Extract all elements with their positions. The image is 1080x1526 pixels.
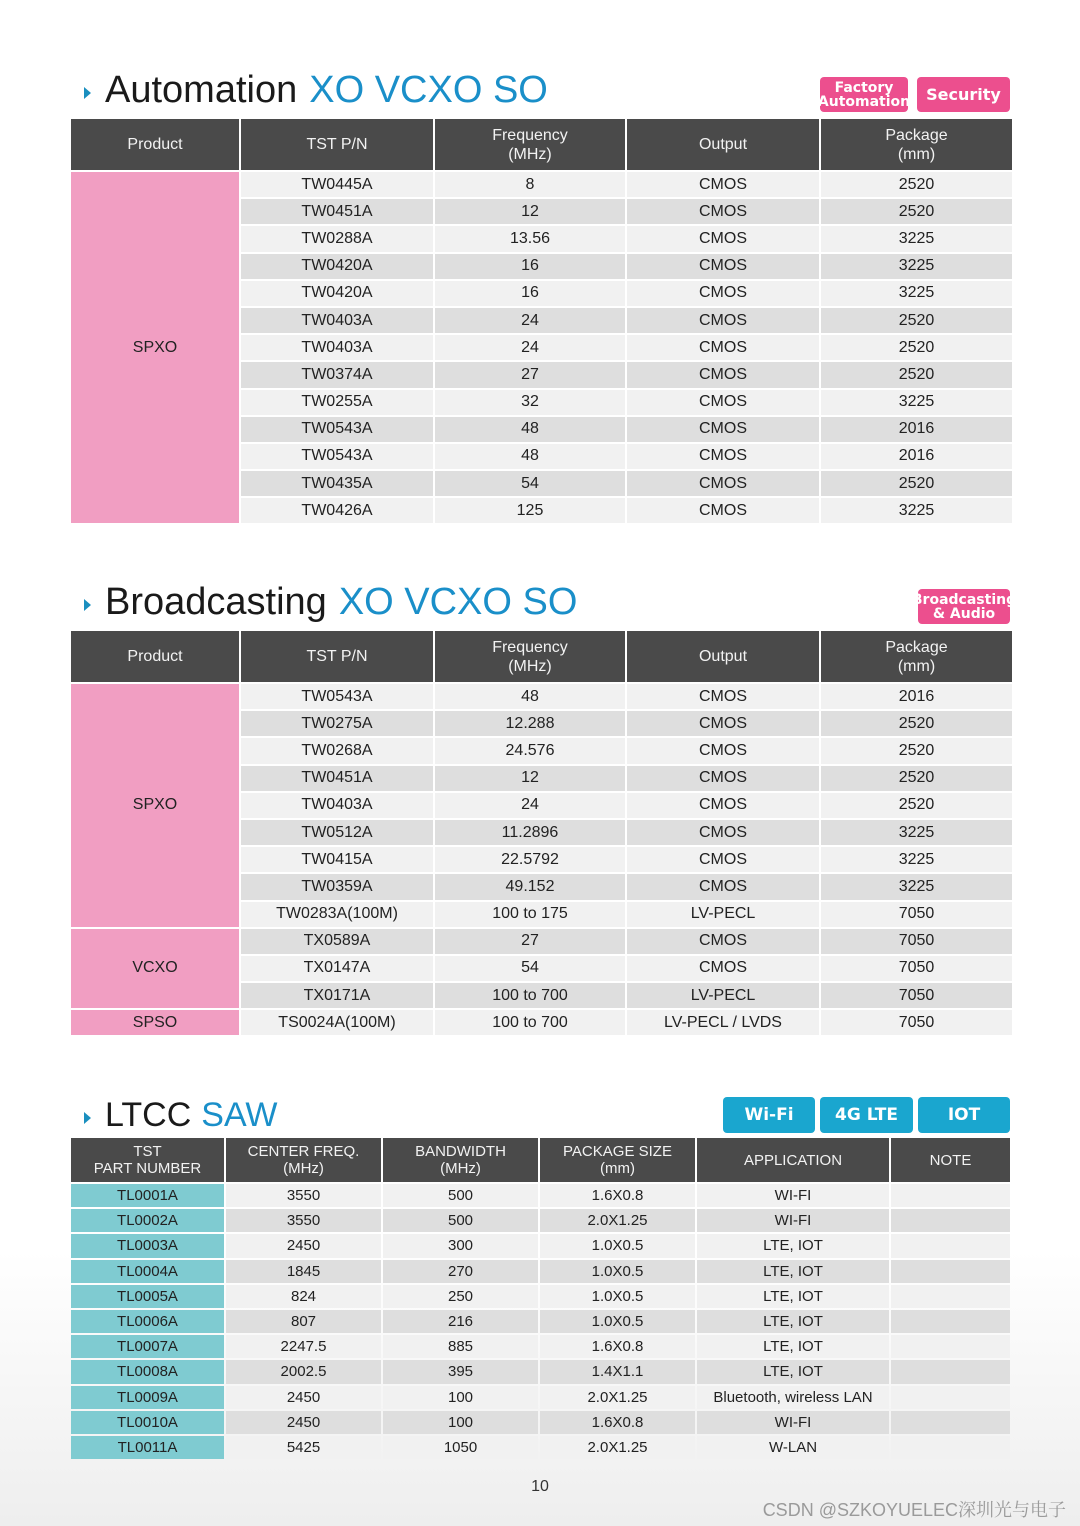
part-number: TW0512A — [241, 820, 433, 845]
part-number: TL0011A — [71, 1436, 224, 1459]
output: CMOS — [627, 335, 819, 360]
part-number: TL0009A — [71, 1386, 224, 1409]
table-row — [71, 1436, 1010, 1459]
frequency: 24 — [435, 335, 625, 360]
part-number: TW0403A — [241, 308, 433, 333]
package-size: 1.0X0.5 — [540, 1260, 695, 1283]
part-number: TW0451A — [241, 199, 433, 224]
header-note: NOTE — [891, 1138, 1010, 1182]
center-freq: 2450 — [226, 1411, 381, 1434]
header-package-size: PACKAGE SIZE (mm) — [540, 1138, 695, 1182]
center-freq: 2450 — [226, 1386, 381, 1409]
page-number: 10 — [531, 1478, 549, 1495]
frequency: 16 — [435, 254, 625, 279]
header-package: Package (mm) — [821, 119, 1012, 170]
frequency: 8 — [435, 172, 625, 197]
table-row — [71, 1285, 1010, 1308]
frequency: 125 — [435, 498, 625, 523]
application: WI-FI — [697, 1184, 889, 1207]
part-number: TW0543A — [241, 417, 433, 442]
note — [891, 1335, 1010, 1358]
ltcc-title-main: LTCC — [105, 1095, 192, 1134]
watermark: CSDN @SZKOYUELEC深圳光与电子 — [762, 1500, 1066, 1520]
part-number: TL0007A — [71, 1335, 224, 1358]
package-size: 1.0X0.5 — [540, 1234, 695, 1257]
output: LV-PECL / LVDS — [627, 1010, 819, 1035]
package: 2520 — [821, 335, 1012, 360]
application: Bluetooth, wireless LAN — [697, 1386, 889, 1409]
center-freq: 2247.5 — [226, 1335, 381, 1358]
automation-table — [69, 117, 1014, 525]
table-row — [71, 1209, 1010, 1232]
header-pn: TST P/N — [241, 119, 433, 170]
bullet-triangle-icon — [84, 599, 91, 611]
frequency: 11.2896 — [435, 820, 625, 845]
package: 2520 — [821, 308, 1012, 333]
output: CMOS — [627, 766, 819, 791]
header-bandwidth: BANDWIDTH (MHz) — [383, 1138, 538, 1182]
part-number: TW0451A — [241, 766, 433, 791]
package: 2520 — [821, 793, 1012, 818]
application: LTE, IOT — [697, 1234, 889, 1257]
frequency: 27 — [435, 929, 625, 954]
output: CMOS — [627, 498, 819, 523]
package: 2016 — [821, 444, 1012, 469]
part-number: TW0420A — [241, 281, 433, 306]
output: CMOS — [627, 820, 819, 845]
output: LV-PECL — [627, 983, 819, 1008]
broadcasting-title — [84, 578, 577, 626]
frequency: 12 — [435, 766, 625, 791]
bandwidth: 500 — [383, 1209, 538, 1232]
frequency: 48 — [435, 417, 625, 442]
header-frequency: Frequency (MHz) — [435, 631, 625, 682]
package: 2016 — [821, 684, 1012, 709]
part-number: TL0006A — [71, 1310, 224, 1333]
table-row — [71, 1335, 1010, 1358]
package: 3225 — [821, 874, 1012, 899]
frequency: 24.576 — [435, 738, 625, 763]
application: LTE, IOT — [697, 1310, 889, 1333]
part-number: TW0435A — [241, 471, 433, 496]
package-size: 2.0X1.25 — [540, 1436, 695, 1459]
output: CMOS — [627, 471, 819, 496]
package: 3225 — [821, 498, 1012, 523]
badge-wifi: Wi-Fi — [723, 1097, 815, 1133]
center-freq: 3550 — [226, 1184, 381, 1207]
header-center-freq: CENTER FREQ. (MHz) — [226, 1138, 381, 1182]
table-row — [71, 1386, 1010, 1409]
center-freq: 807 — [226, 1310, 381, 1333]
table-row — [71, 929, 1012, 954]
table-row — [71, 1010, 1012, 1035]
header-frequency: Frequency (MHz) — [435, 119, 625, 170]
package: 7050 — [821, 956, 1012, 981]
package: 3225 — [821, 254, 1012, 279]
table-row — [71, 1310, 1010, 1333]
badge-factory-automation: Factory Automation — [820, 77, 908, 112]
frequency: 12.288 — [435, 711, 625, 736]
package: 7050 — [821, 983, 1012, 1008]
header-application: APPLICATION — [697, 1138, 889, 1182]
header-product: Product — [71, 119, 239, 170]
output: CMOS — [627, 390, 819, 415]
output: LV-PECL — [627, 902, 819, 927]
output: CMOS — [627, 738, 819, 763]
header-pn: TST P/N — [241, 631, 433, 682]
part-number: TW0415A — [241, 847, 433, 872]
badge-security: Security — [917, 77, 1010, 112]
part-number: TW0420A — [241, 254, 433, 279]
part-number: TL0010A — [71, 1411, 224, 1434]
frequency: 48 — [435, 444, 625, 469]
note — [891, 1184, 1010, 1207]
part-number: TX0171A — [241, 983, 433, 1008]
automation-title-accent: XO VCXO SO — [309, 68, 548, 111]
table-row — [71, 1184, 1010, 1207]
frequency: 100 to 700 — [435, 983, 625, 1008]
part-number: TL0004A — [71, 1260, 224, 1283]
note — [891, 1386, 1010, 1409]
output: CMOS — [627, 362, 819, 387]
package: 2520 — [821, 199, 1012, 224]
frequency: 48 — [435, 684, 625, 709]
package: 2520 — [821, 711, 1012, 736]
part-number: TW0543A — [241, 684, 433, 709]
application: LTE, IOT — [697, 1260, 889, 1283]
output: CMOS — [627, 172, 819, 197]
bullet-triangle-icon — [84, 1112, 91, 1124]
part-number: TW0403A — [241, 793, 433, 818]
output: CMOS — [627, 417, 819, 442]
part-number: TW0288A — [241, 226, 433, 251]
part-number: TW0374A — [241, 362, 433, 387]
part-number: TW0359A — [241, 874, 433, 899]
table-row — [71, 172, 1012, 197]
badge-iot: IOT — [918, 1097, 1010, 1133]
package: 2520 — [821, 362, 1012, 387]
package: 7050 — [821, 929, 1012, 954]
frequency: 100 to 700 — [435, 1010, 625, 1035]
part-number: TS0024A(100M) — [241, 1010, 433, 1035]
note — [891, 1436, 1010, 1459]
application: LTE, IOT — [697, 1285, 889, 1308]
part-number: TL0008A — [71, 1360, 224, 1383]
automation-title — [84, 66, 548, 114]
frequency: 54 — [435, 956, 625, 981]
bandwidth: 1050 — [383, 1436, 538, 1459]
frequency: 100 to 175 — [435, 902, 625, 927]
bandwidth: 500 — [383, 1184, 538, 1207]
package-size: 1.4X1.1 — [540, 1360, 695, 1383]
application: WI-FI — [697, 1411, 889, 1434]
bandwidth: 250 — [383, 1285, 538, 1308]
product-type: SPXO — [71, 684, 239, 927]
note — [891, 1260, 1010, 1283]
package: 2520 — [821, 738, 1012, 763]
package-size: 1.0X0.5 — [540, 1310, 695, 1333]
package: 3225 — [821, 226, 1012, 251]
broadcasting-table — [69, 629, 1014, 1037]
package-size: 1.6X0.8 — [540, 1184, 695, 1207]
package-size: 1.0X0.5 — [540, 1285, 695, 1308]
part-number: TX0589A — [241, 929, 433, 954]
frequency: 32 — [435, 390, 625, 415]
part-number: TW0255A — [241, 390, 433, 415]
bandwidth: 395 — [383, 1360, 538, 1383]
part-number: TL0002A — [71, 1209, 224, 1232]
package-size: 1.6X0.8 — [540, 1335, 695, 1358]
package-size: 2.0X1.25 — [540, 1386, 695, 1409]
bullet-triangle-icon — [84, 87, 91, 99]
part-number: TW0268A — [241, 738, 433, 763]
bandwidth: 885 — [383, 1335, 538, 1358]
ltcc-title — [84, 1091, 277, 1139]
product-type: VCXO — [71, 929, 239, 1009]
center-freq: 5425 — [226, 1436, 381, 1459]
package: 3225 — [821, 390, 1012, 415]
package-size: 1.6X0.8 — [540, 1411, 695, 1434]
output: CMOS — [627, 929, 819, 954]
part-number: TW0543A — [241, 444, 433, 469]
package: 7050 — [821, 902, 1012, 927]
part-number: TL0005A — [71, 1285, 224, 1308]
output: CMOS — [627, 281, 819, 306]
part-number: TL0003A — [71, 1234, 224, 1257]
part-number: TL0001A — [71, 1184, 224, 1207]
center-freq: 3550 — [226, 1209, 381, 1232]
note — [891, 1411, 1010, 1434]
output: CMOS — [627, 254, 819, 279]
output: CMOS — [627, 226, 819, 251]
frequency: 54 — [435, 471, 625, 496]
center-freq: 1845 — [226, 1260, 381, 1283]
badge-broadcasting-audio: Broadcasting & Audio — [918, 589, 1010, 624]
bandwidth: 216 — [383, 1310, 538, 1333]
package: 3225 — [821, 281, 1012, 306]
ltcc-table — [69, 1136, 1012, 1461]
frequency: 13.56 — [435, 226, 625, 251]
broadcasting-title-main: Broadcasting — [105, 580, 327, 623]
package: 3225 — [821, 820, 1012, 845]
table-row — [71, 1360, 1010, 1383]
package: 2520 — [821, 471, 1012, 496]
frequency: 24 — [435, 793, 625, 818]
frequency: 16 — [435, 281, 625, 306]
header-output: Output — [627, 119, 819, 170]
table-row — [71, 1234, 1010, 1257]
output: CMOS — [627, 444, 819, 469]
part-number: TW0426A — [241, 498, 433, 523]
note — [891, 1360, 1010, 1383]
header-package: Package (mm) — [821, 631, 1012, 682]
note — [891, 1285, 1010, 1308]
header-product: Product — [71, 631, 239, 682]
note — [891, 1234, 1010, 1257]
package-size: 2.0X1.25 — [540, 1209, 695, 1232]
frequency: 27 — [435, 362, 625, 387]
bandwidth: 270 — [383, 1260, 538, 1283]
output: CMOS — [627, 956, 819, 981]
header-part-number: TST PART NUMBER — [71, 1138, 224, 1182]
output: CMOS — [627, 199, 819, 224]
frequency: 12 — [435, 199, 625, 224]
output: CMOS — [627, 308, 819, 333]
automation-title-main: Automation — [105, 68, 298, 111]
product-type: SPSO — [71, 1010, 239, 1035]
frequency: 24 — [435, 308, 625, 333]
application: LTE, IOT — [697, 1360, 889, 1383]
output: CMOS — [627, 684, 819, 709]
center-freq: 2002.5 — [226, 1360, 381, 1383]
header-output: Output — [627, 631, 819, 682]
part-number: TW0403A — [241, 335, 433, 360]
center-freq: 824 — [226, 1285, 381, 1308]
frequency: 49.152 — [435, 874, 625, 899]
product-type: SPXO — [71, 172, 239, 523]
table-row — [71, 1411, 1010, 1434]
part-number: TW0275A — [241, 711, 433, 736]
application: WI-FI — [697, 1209, 889, 1232]
ltcc-title-accent: SAW — [201, 1095, 278, 1134]
part-number: TX0147A — [241, 956, 433, 981]
center-freq: 2450 — [226, 1234, 381, 1257]
note — [891, 1209, 1010, 1232]
bandwidth: 100 — [383, 1386, 538, 1409]
package: 2016 — [821, 417, 1012, 442]
output: CMOS — [627, 874, 819, 899]
bandwidth: 100 — [383, 1411, 538, 1434]
part-number: TW0283A(100M) — [241, 902, 433, 927]
part-number: TW0445A — [241, 172, 433, 197]
package: 2520 — [821, 172, 1012, 197]
note — [891, 1310, 1010, 1333]
frequency: 22.5792 — [435, 847, 625, 872]
table-row — [71, 1260, 1010, 1283]
output: CMOS — [627, 847, 819, 872]
package: 3225 — [821, 847, 1012, 872]
package: 7050 — [821, 1010, 1012, 1035]
bandwidth: 300 — [383, 1234, 538, 1257]
package: 2520 — [821, 766, 1012, 791]
table-row — [71, 684, 1012, 709]
output: CMOS — [627, 793, 819, 818]
badge-4g-lte: 4G LTE — [820, 1097, 913, 1133]
application: W-LAN — [697, 1436, 889, 1459]
output: CMOS — [627, 711, 819, 736]
broadcasting-title-accent: XO VCXO SO — [338, 580, 578, 623]
application: LTE, IOT — [697, 1335, 889, 1358]
